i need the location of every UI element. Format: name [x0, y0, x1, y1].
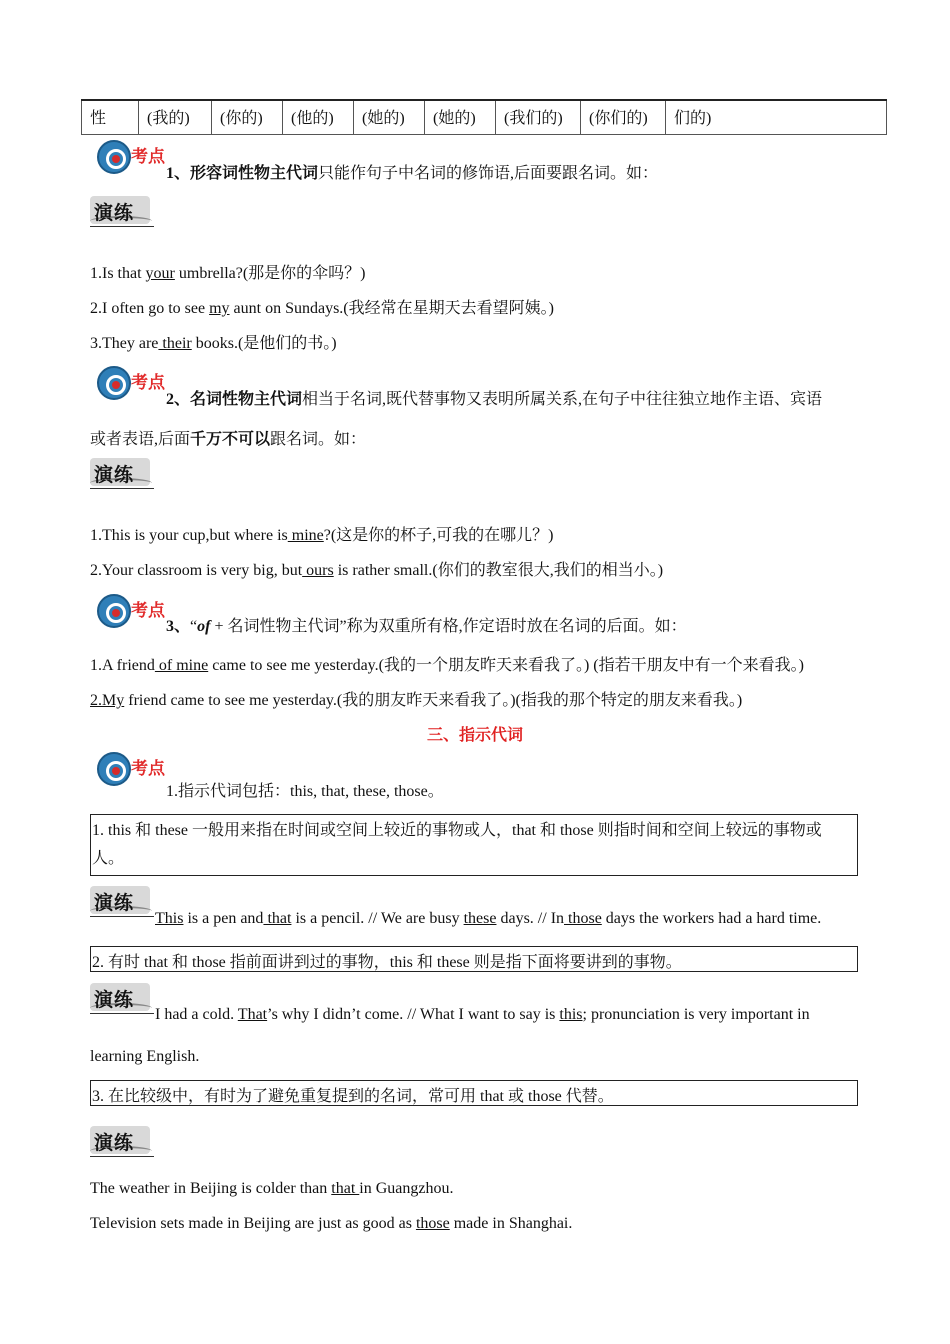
- section-3-title: 3、“of + 名词性物主代词”称为双重所有格,作定语时放在名词的后面。如：: [166, 618, 687, 635]
- section-4-intro: 1.指示代词包括：this, that, these, those。: [166, 783, 444, 800]
- rule-box-1: 1. this 和 these 一般用来指在时间或空间上较近的事物或人，that 和 those 则指时间和空间上较远的事物或 人。: [90, 814, 858, 876]
- table-cell: (他的): [283, 100, 354, 135]
- example-line: 1.This is your cup,but where is mine?(这是你的杯子,可我的在哪儿？): [90, 527, 554, 544]
- yanlian-icon: 演练: [90, 983, 154, 1014]
- kaodian-icon: 考点: [97, 752, 169, 792]
- kaodian-icon: 考点: [97, 366, 169, 406]
- pronoun-table: [81, 99, 887, 135]
- example-line: This is a pen and that is a pencil. // We are busy these days. // In those days the workers had a hard time.: [155, 910, 822, 927]
- kaodian-icon: 考点: [97, 594, 169, 634]
- table-cell: 性: [82, 100, 139, 135]
- yanlian-icon: 演练: [90, 458, 154, 489]
- table-cell: (她的): [354, 100, 425, 135]
- example-line-cont: learning English.: [90, 1048, 200, 1065]
- example-line: The weather in Beijing is colder than that in Guangzhou.: [90, 1180, 454, 1197]
- example-line: 2.I often go to see my aunt on Sundays.(我经常在星期天去看望阿姨。): [90, 300, 554, 317]
- section-heading: 三、指示代词: [426, 725, 523, 744]
- yanlian-icon: 演练: [90, 1126, 154, 1157]
- example-line: 3.They are their books.(是他们的书。): [90, 335, 337, 352]
- yanlian-icon: 演练: [90, 196, 154, 227]
- table-cell: (你们的): [581, 100, 666, 135]
- section-1-title: 1、形容词性物主代词只能作句子中名词的修饰语,后面要跟名词。如：: [166, 165, 659, 182]
- table-cell: (我们的): [496, 100, 581, 135]
- example-line: 1.A friend of mine came to see me yesterday.(我的一个朋友昨天来看我了。) (指若干朋友中有一个来看我。): [90, 657, 804, 674]
- table-cell: (她的): [425, 100, 496, 135]
- table-cell: (我的): [139, 100, 212, 135]
- example-line: 2.Your classroom is very big, but ours is rather small.(你们的教室很大,我们的相当小。): [90, 562, 664, 579]
- kaodian-icon: 考点: [97, 140, 169, 180]
- table-cell: (你的): [212, 100, 283, 135]
- example-line: 1.Is that your umbrella?(那是你的伞吗？): [90, 265, 366, 282]
- rule-box-3: 3. 在比较级中，有时为了避免重复提到的名词，常可用 that 或 those 代替。: [90, 1080, 858, 1106]
- example-line: 2.My friend came to see me yesterday.(我的朋友昨天来看我了。)(指我的那个特定的朋友来看我。): [90, 692, 743, 709]
- table-cell: 们的): [666, 100, 887, 135]
- section-2-title-cont: 或者表语,后面千万不可以跟名词。如：: [90, 431, 367, 448]
- section-2-title: 2、名词性物主代词相当于名词,既代替事物又表明所属关系,在句子中往往独立地作主语、宾语: [166, 391, 823, 408]
- yanlian-icon: 演练: [90, 886, 154, 917]
- rule-box-2: 2. 有时 that 和 those 指前面讲到过的事物，this 和 these 则是指下面将要讲到的事物。: [90, 946, 858, 972]
- example-line: Television sets made in Beijing are just as good as those made in Shanghai.: [90, 1215, 573, 1232]
- example-line: I had a cold. That’s why I didn’t come. // What I want to say is this; pronunciation is very important in: [155, 1006, 810, 1023]
- table-row: [82, 100, 887, 135]
